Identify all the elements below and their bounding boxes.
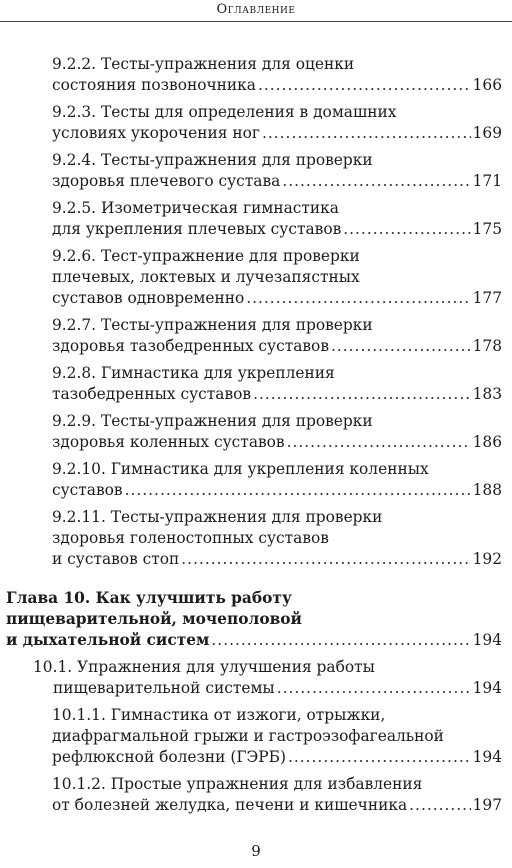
page-number: 183 [472,385,502,403]
toc-entry-text: 9.2.9. Тесты-упражнения для проверки [52,412,373,430]
leader-dots [211,630,470,651]
page-number: 186 [472,433,502,451]
table-of-contents [0,54,512,822]
toc-entry-text: 10.1.1. Гимнастика от изжоги, отрыжки, [52,706,386,724]
page-number: 188 [472,481,502,499]
toc-entry-text: 9.2.6. Тест-упражнение для проверки [52,247,360,265]
toc-entry-text: пищеварительной системы [53,679,275,697]
leader-dots [246,288,470,309]
toc-entry-9-2-2[interactable] [52,54,502,96]
toc-entry-text: и суставов стоп [52,550,180,568]
toc-entry-9-2-5[interactable] [52,198,502,240]
toc-entry-text: суставов одновременно [52,289,245,307]
toc-entry-10-1-2[interactable] [52,774,502,816]
toc-entry-9-2-7[interactable] [52,315,502,357]
leader-dots [343,219,470,240]
toc-entry-text: 9.2.2. Тесты-упражнения для оценки [52,55,355,73]
leader-dots [253,384,471,405]
leader-dots [181,549,470,570]
toc-entry-text: 9.2.5. Изометрическая гимнастика [52,199,339,217]
chapter-title-text: Глава 10. Как улучшить работу [6,589,292,607]
toc-chapter-10[interactable] [6,588,502,651]
page-number: 194 [472,679,502,697]
toc-entry-text: для укрепления плечевых суставов [52,220,342,238]
leader-dots [258,75,471,96]
leader-dots [282,171,470,192]
page-number: 166 [472,76,502,94]
page-number: 194 [472,748,502,766]
page-number: 171 [472,172,502,190]
toc-entry-text: условиях укорочения ног [52,124,260,142]
toc-entry-text: рефлюксной болезни (ГЭРБ) [52,748,286,766]
toc-entry-text: 9.2.7. Тесты-упражнения для проверки [52,316,373,334]
toc-entry-text: 9.2.4. Тесты-упражнения для проверки [52,151,373,169]
page-number: 169 [472,124,502,142]
toc-entry-9-2-3[interactable] [52,102,502,144]
header-divider [0,21,512,22]
toc-entry-text: тазобедренных суставов [52,385,252,403]
toc-entry-text: здоровья коленных суставов [52,433,285,451]
page-number: 175 [472,220,502,238]
page-number: 192 [472,550,502,568]
leader-dots [288,747,471,768]
running-header: Оглавление [216,2,296,17]
leader-dots [277,678,471,699]
toc-entry-text: состояния позвоночника [52,76,256,94]
toc-entry-text: 10.1.2. Простые упражнения для избавления [52,775,423,793]
page-number: 178 [472,337,502,355]
toc-entry-text: здоровья голеностопных суставов [52,529,329,547]
toc-entry-text: от болезней желудка, печени и кишечника [52,796,408,814]
toc-entry-text: здоровья плечевого сустава [52,172,281,190]
toc-entry-text: 9.2.8. Гимнастика для укрепления [52,364,335,382]
toc-entry-text: 10.1. Упражнения для улучшения работы [33,658,375,676]
toc-entry-text: здоровья тазобедренных суставов [52,337,329,355]
toc-entry-9-2-8[interactable] [52,363,502,405]
toc-entry-9-2-4[interactable] [52,150,502,192]
leader-dots [331,336,471,357]
leader-dots [409,795,470,816]
chapter-title-text: пищеварительной, мочеполовой [6,610,302,628]
leader-dots [125,480,471,501]
toc-entry-9-2-10[interactable] [52,459,502,501]
toc-entry-9-2-9[interactable] [52,411,502,453]
leader-dots [287,432,471,453]
chapter-title-text: и дыхательной систем [6,631,210,649]
toc-entry-10-1-1[interactable] [52,705,502,768]
leader-dots [262,123,471,144]
toc-entry-text: суставов [52,481,123,499]
toc-entry-text: 9.2.10. Гимнастика для укрепления коленных [52,460,429,478]
toc-entry-text: 9.2.11. Тесты-упражнения для проверки [52,508,383,526]
toc-entry-9-2-6[interactable] [52,246,502,309]
toc-entry-text: 9.2.3. Тесты для определения в домашних [52,103,397,121]
toc-section-10-1[interactable] [33,657,502,699]
toc-entry-text: диафрагмальной грыжи и гастроэзофагеальной [52,727,444,745]
page-number: 177 [472,289,502,307]
toc-entry-9-2-11[interactable] [52,507,502,570]
page-number: 197 [472,796,502,814]
page-number: 194 [472,631,502,649]
page-number-footer: 9 [251,842,261,860]
toc-entry-text: плечевых, локтевых и лучезапястных [52,268,360,286]
